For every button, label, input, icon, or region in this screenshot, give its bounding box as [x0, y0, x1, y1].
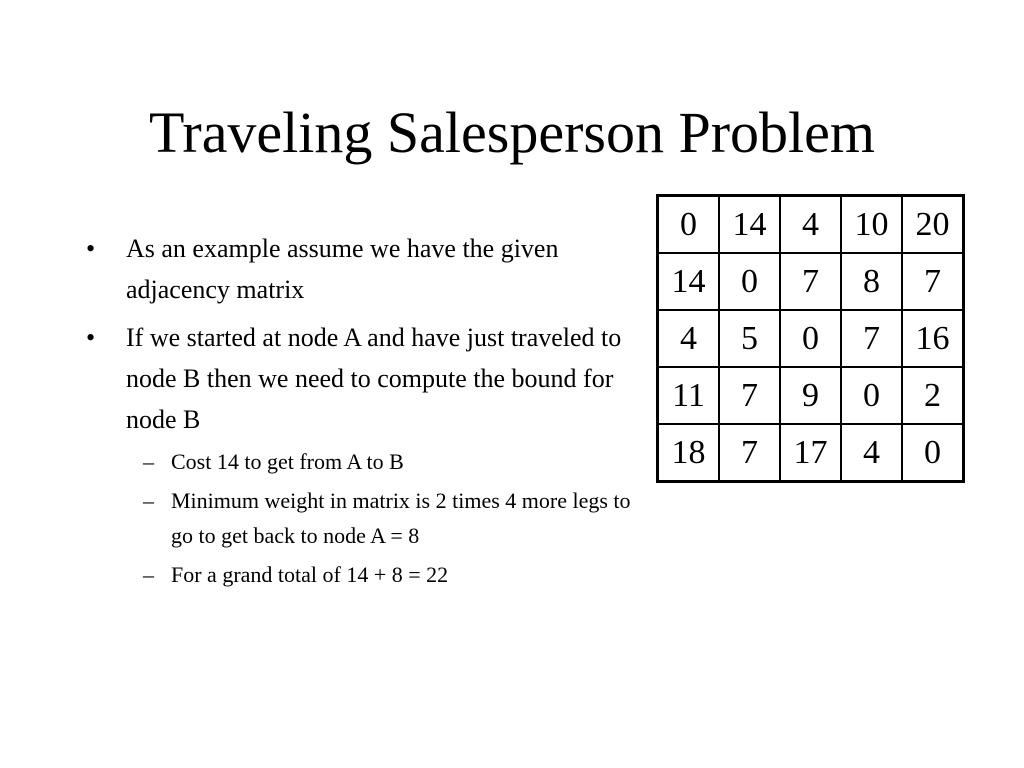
- matrix-cell: 7: [841, 310, 902, 367]
- matrix-row: [658, 424, 964, 482]
- bullet-item: [84, 228, 644, 310]
- matrix-cell: 0: [780, 310, 841, 367]
- sub-bullet-list: [126, 444, 644, 592]
- bullet-item: [84, 317, 644, 592]
- bullet-text: If we started at node A and have just traveled to node B then we need to compute the bound for node B: [126, 323, 622, 434]
- matrix-cell: 0: [841, 367, 902, 424]
- bullet-marker: •: [86, 323, 96, 352]
- matrix-cell: 4: [658, 310, 720, 367]
- bullet-list: [84, 228, 644, 599]
- sub-bullet-marker: –: [143, 488, 154, 513]
- matrix-row: [658, 310, 964, 367]
- bullet-marker: •: [86, 234, 96, 263]
- matrix-cell: 18: [658, 424, 720, 482]
- matrix-cell: 16: [902, 310, 964, 367]
- matrix-cell: 17: [780, 424, 841, 482]
- matrix-cell: 14: [719, 196, 780, 254]
- matrix-cell: 7: [780, 253, 841, 310]
- matrix-cell: 0: [658, 196, 720, 254]
- sub-bullet-item: [126, 483, 644, 553]
- matrix-cell: 4: [780, 196, 841, 254]
- matrix-cell: 4: [841, 424, 902, 482]
- sub-bullet-text: For a grand total of 14 + 8 = 22: [171, 562, 449, 587]
- matrix-row: [658, 367, 964, 424]
- sub-bullet-marker: –: [143, 449, 154, 474]
- matrix-cell: 7: [902, 253, 964, 310]
- matrix-cell: 20: [902, 196, 964, 254]
- matrix-row: [658, 253, 964, 310]
- matrix-cell: 7: [719, 367, 780, 424]
- sub-bullet-item: [126, 444, 644, 479]
- sub-bullet-marker: –: [143, 562, 154, 587]
- bullet-text: As an example assume we have the given adjacency matrix: [126, 234, 559, 304]
- adjacency-matrix: [656, 194, 965, 483]
- matrix-cell: 10: [841, 196, 902, 254]
- matrix-cell: 9: [780, 367, 841, 424]
- matrix-cell: 7: [719, 424, 780, 482]
- matrix-cell: 11: [658, 367, 720, 424]
- matrix-cell: 8: [841, 253, 902, 310]
- matrix-cell: 14: [658, 253, 720, 310]
- matrix-cell: 5: [719, 310, 780, 367]
- matrix-cell: 0: [902, 424, 964, 482]
- matrix-row: [658, 196, 964, 254]
- sub-bullet-text: Minimum weight in matrix is 2 times 4 more legs to go to get back to node A = 8: [171, 488, 631, 548]
- matrix-cell: 0: [719, 253, 780, 310]
- sub-bullet-item: [126, 557, 644, 592]
- sub-bullet-text: Cost 14 to get from A to B: [171, 449, 404, 474]
- slide-title: Traveling Salesperson Problem: [148, 100, 876, 165]
- matrix-cell: 2: [902, 367, 964, 424]
